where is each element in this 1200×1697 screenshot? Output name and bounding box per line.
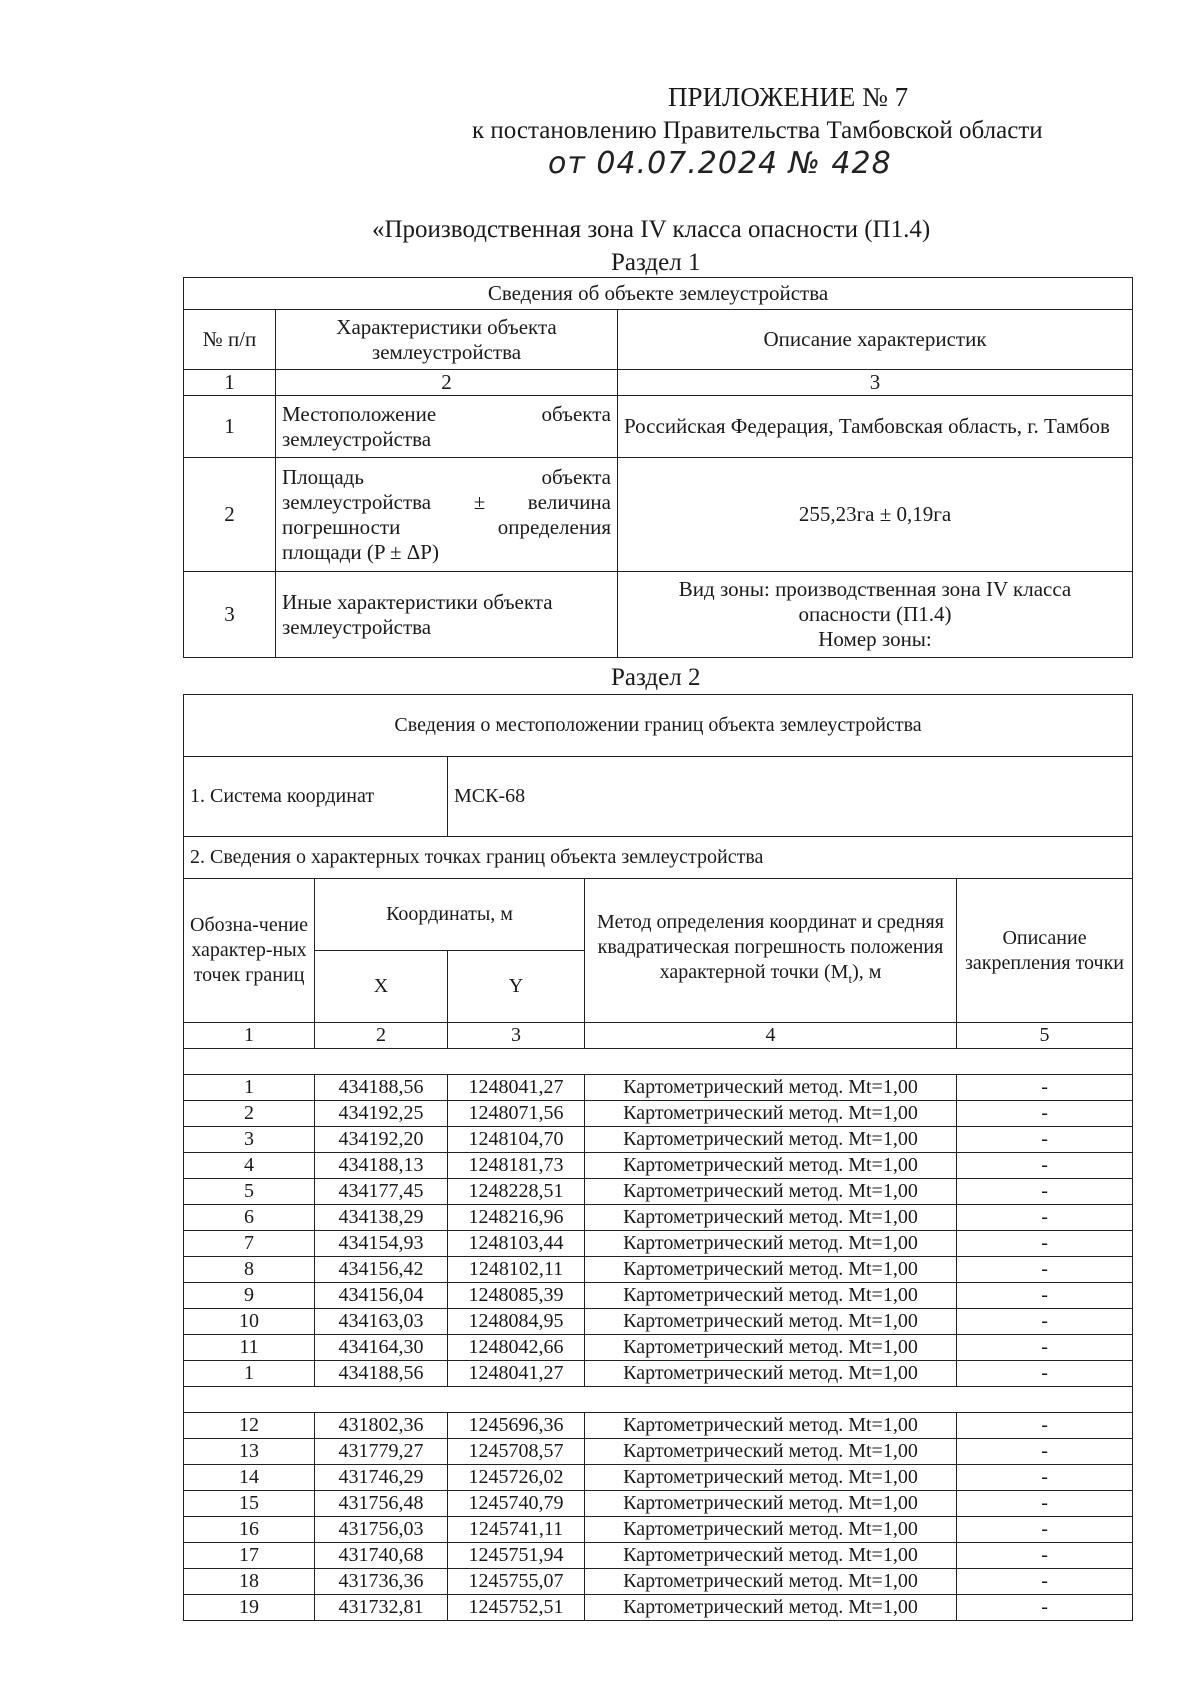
coord-x-cell: 434188,56	[315, 1361, 448, 1387]
coord-y-cell: 1245755,07	[448, 1569, 585, 1595]
header-cell: Характеристики объекта землеустройства	[276, 310, 618, 370]
table-row	[184, 1309, 1133, 1335]
characteristic-cell	[276, 396, 618, 458]
coord-x-cell: 434156,42	[315, 1257, 448, 1283]
coord-y-cell: 1245752,51	[448, 1595, 585, 1621]
col-number: 2	[315, 1023, 448, 1049]
characteristic-line: Местоположение объекта	[282, 401, 611, 426]
point-id-cell: 6	[184, 1205, 315, 1231]
coord-y-cell: 1245751,94	[448, 1543, 585, 1569]
coord-x-cell: 431779,27	[315, 1439, 448, 1465]
header-method-text: Метод определения координат и средняя квадратическая погрешность положения характерной точки (M	[597, 911, 944, 983]
characteristic-line: землеустройства	[282, 614, 432, 639]
document-title: «Производственная зона IV класса опасности (П1.4)	[372, 216, 931, 243]
table-row	[184, 1335, 1133, 1361]
method-cell: Картометрический метод. Mt=1,00	[585, 1075, 957, 1101]
fixing-cell: -	[957, 1413, 1133, 1439]
method-cell: Картометрический метод. Mt=1,00	[585, 1127, 957, 1153]
table-row	[184, 1101, 1133, 1127]
method-cell: Картометрический метод. Mt=1,00	[585, 1569, 957, 1595]
characteristic-cell	[276, 458, 618, 572]
characteristic-line: землеустройства	[282, 426, 432, 451]
fixing-cell: -	[957, 1543, 1133, 1569]
method-cell: Картометрический метод. Mt=1,00	[585, 1361, 957, 1387]
header-cell: Описание характеристик	[618, 310, 1133, 370]
method-cell: Картометрический метод. Mt=1,00	[585, 1465, 957, 1491]
boundary-points-table	[183, 694, 1133, 1621]
coord-y-cell: 1248228,51	[448, 1179, 585, 1205]
fixing-cell: -	[957, 1309, 1133, 1335]
coord-system-label: 1. Система координат	[184, 757, 448, 837]
coord-y-cell: 1245741,11	[448, 1517, 585, 1543]
header-method-sub: t	[848, 971, 853, 986]
coord-x-cell: 431756,03	[315, 1517, 448, 1543]
method-cell: Картометрический метод. Mt=1,00	[585, 1309, 957, 1335]
table-row	[184, 1439, 1133, 1465]
table-row	[184, 1543, 1133, 1569]
point-id-cell: 3	[184, 1127, 315, 1153]
fixing-cell: -	[957, 1231, 1133, 1257]
col-number: 4	[585, 1023, 957, 1049]
characteristic-line: Площадь объекта	[282, 464, 611, 489]
point-id-cell: 9	[184, 1283, 315, 1309]
description-line: Вид зоны: производственная зона IV класса	[678, 577, 1072, 601]
coord-y-cell: 1248041,27	[448, 1361, 585, 1387]
method-cell: Картометрический метод. Mt=1,00	[585, 1205, 957, 1231]
method-cell: Картометрический метод. Mt=1,00	[585, 1231, 957, 1257]
coord-x-cell: 434138,29	[315, 1205, 448, 1231]
coord-x-cell: 434192,25	[315, 1101, 448, 1127]
method-cell: Картометрический метод. Mt=1,00	[585, 1283, 957, 1309]
header-cell: № п/п	[184, 310, 276, 370]
point-id-cell: 14	[184, 1465, 315, 1491]
table-row	[184, 1595, 1133, 1621]
coord-y-cell: 1248071,56	[448, 1101, 585, 1127]
table-row	[184, 1179, 1133, 1205]
point-id-cell: 17	[184, 1543, 315, 1569]
fixing-cell: -	[957, 1569, 1133, 1595]
method-cell: Картометрический метод. Mt=1,00	[585, 1413, 957, 1439]
land-object-info-table	[183, 277, 1133, 658]
col-number: 3	[618, 370, 1133, 396]
coord-y-cell: 1248181,73	[448, 1153, 585, 1179]
coord-y-cell: 1248084,95	[448, 1309, 585, 1335]
method-cell: Картометрический метод. Mt=1,00	[585, 1491, 957, 1517]
header-designation: Обозна-чение характер-ных точек границ	[184, 879, 315, 1023]
section-2-label: Раздел 2	[611, 664, 701, 691]
row-number: 3	[184, 572, 276, 658]
coord-y-cell: 1248216,96	[448, 1205, 585, 1231]
table-row	[184, 1257, 1133, 1283]
point-id-cell: 19	[184, 1595, 315, 1621]
fixing-cell: -	[957, 1335, 1133, 1361]
coord-x-cell: 431740,68	[315, 1543, 448, 1569]
point-id-cell: 7	[184, 1231, 315, 1257]
table-row	[184, 1517, 1133, 1543]
table-row	[184, 458, 1133, 572]
coord-x-cell: 434177,45	[315, 1179, 448, 1205]
col-number: 3	[448, 1023, 585, 1049]
coord-x-cell: 434164,30	[315, 1335, 448, 1361]
point-id-cell: 1	[184, 1361, 315, 1387]
description-line: опасности (П1.4)	[798, 602, 952, 626]
fixing-cell: -	[957, 1205, 1133, 1231]
fixing-cell: -	[957, 1491, 1133, 1517]
characteristic-line: площади (P ± ΔP)	[282, 539, 439, 564]
table-row	[184, 1075, 1133, 1101]
appendix-title: ПРИЛОЖЕНИЕ № 7	[668, 82, 909, 112]
description-cell: Российская Федерация, Тамбовская область, г. Тамбов	[618, 396, 1133, 458]
fixing-cell: -	[957, 1127, 1133, 1153]
coord-x-cell: 431802,36	[315, 1413, 448, 1439]
fixing-cell: -	[957, 1465, 1133, 1491]
table-row	[184, 1569, 1133, 1595]
table-title: Сведения о местоположении границ объекта землеустройства	[184, 695, 1133, 757]
description-line: Номер зоны:	[818, 627, 932, 651]
method-cell: Картометрический метод. Mt=1,00	[585, 1179, 957, 1205]
coord-y-cell: 1248085,39	[448, 1283, 585, 1309]
point-id-cell: 12	[184, 1413, 315, 1439]
point-id-cell: 8	[184, 1257, 315, 1283]
point-id-cell: 10	[184, 1309, 315, 1335]
characteristic-line: погрешности определения	[282, 514, 611, 539]
table-row	[184, 1283, 1133, 1309]
point-id-cell: 16	[184, 1517, 315, 1543]
fixing-cell: -	[957, 1283, 1133, 1309]
point-id-cell: 1	[184, 1075, 315, 1101]
table-row	[184, 1465, 1133, 1491]
header-coords: Координаты, м	[315, 879, 585, 951]
header-method	[585, 879, 957, 1023]
method-cell: Картометрический метод. Mt=1,00	[585, 1257, 957, 1283]
coord-y-cell: 1245726,02	[448, 1465, 585, 1491]
characteristic-cell	[276, 572, 618, 658]
col-number: 1	[184, 1023, 315, 1049]
table-row	[184, 1231, 1133, 1257]
coord-y-cell: 1248041,27	[448, 1075, 585, 1101]
point-id-cell: 4	[184, 1153, 315, 1179]
table-row	[184, 1153, 1133, 1179]
point-id-cell: 15	[184, 1491, 315, 1517]
point-id-cell: 2	[184, 1101, 315, 1127]
coord-x-cell: 434192,20	[315, 1127, 448, 1153]
fixing-cell: -	[957, 1101, 1133, 1127]
points-title: 2. Сведения о характерных точках границ объекта землеустройства	[184, 837, 1133, 879]
coord-y-cell: 1248042,66	[448, 1335, 585, 1361]
contour-2-rows	[184, 1413, 1133, 1621]
coord-x-cell: 431756,48	[315, 1491, 448, 1517]
table-row	[184, 1491, 1133, 1517]
coord-y-cell: 1245740,79	[448, 1491, 585, 1517]
table-row	[184, 1127, 1133, 1153]
fixing-cell: -	[957, 1179, 1133, 1205]
col-number: 2	[276, 370, 618, 396]
description-cell: 255,23га ± 0,19га	[618, 458, 1133, 572]
table-row	[184, 1413, 1133, 1439]
coord-x-cell: 434154,93	[315, 1231, 448, 1257]
coord-y-cell: 1248102,11	[448, 1257, 585, 1283]
characteristic-line: Иные характеристики объекта	[282, 589, 553, 614]
fixing-cell: -	[957, 1075, 1133, 1101]
coord-x-cell: 434163,03	[315, 1309, 448, 1335]
point-id-cell: 5	[184, 1179, 315, 1205]
method-cell: Картометрический метод. Mt=1,00	[585, 1543, 957, 1569]
fixing-cell: -	[957, 1595, 1133, 1621]
coord-system-value: МСК-68	[448, 757, 1133, 837]
fixing-cell: -	[957, 1517, 1133, 1543]
header-y: Y	[448, 951, 585, 1023]
table-row	[184, 396, 1133, 458]
point-id-cell: 18	[184, 1569, 315, 1595]
contour-separator	[184, 1049, 1133, 1075]
coord-x-cell: 434188,13	[315, 1153, 448, 1179]
contour-separator	[184, 1387, 1133, 1413]
coord-x-cell: 434188,56	[315, 1075, 448, 1101]
point-id-cell: 13	[184, 1439, 315, 1465]
header-fixing: Описание закрепления точки	[957, 879, 1133, 1023]
col-number: 5	[957, 1023, 1133, 1049]
description-cell	[618, 572, 1133, 658]
table-row	[184, 572, 1133, 658]
fixing-cell: -	[957, 1153, 1133, 1179]
row-number: 2	[184, 458, 276, 572]
decree-reference: к постановлению Правительства Тамбовской области	[472, 117, 1043, 144]
coord-x-cell: 431746,29	[315, 1465, 448, 1491]
method-cell: Картометрический метод. Mt=1,00	[585, 1517, 957, 1543]
point-id-cell: 11	[184, 1335, 315, 1361]
contour-1-rows	[184, 1075, 1133, 1387]
coord-x-cell: 434156,04	[315, 1283, 448, 1309]
coord-x-cell: 431736,36	[315, 1569, 448, 1595]
coord-y-cell: 1245696,36	[448, 1413, 585, 1439]
col-number: 1	[184, 370, 276, 396]
section-1-label: Раздел 1	[611, 249, 701, 276]
header-x: X	[315, 951, 448, 1023]
characteristic-line: землеустройства ± величина	[282, 489, 611, 514]
table-row	[184, 1361, 1133, 1387]
fixing-cell: -	[957, 1257, 1133, 1283]
handwritten-date-number: от 04.07.2024 № 428	[548, 146, 892, 181]
coord-y-cell: 1245708,57	[448, 1439, 585, 1465]
fixing-cell: -	[957, 1361, 1133, 1387]
method-cell: Картометрический метод. Mt=1,00	[585, 1439, 957, 1465]
method-cell: Картометрический метод. Mt=1,00	[585, 1335, 957, 1361]
method-cell: Картометрический метод. Mt=1,00	[585, 1101, 957, 1127]
coord-y-cell: 1248104,70	[448, 1127, 585, 1153]
coord-x-cell: 431732,81	[315, 1595, 448, 1621]
coord-y-cell: 1248103,44	[448, 1231, 585, 1257]
row-number: 1	[184, 396, 276, 458]
table-row	[184, 1205, 1133, 1231]
method-cell: Картометрический метод. Mt=1,00	[585, 1153, 957, 1179]
fixing-cell: -	[957, 1439, 1133, 1465]
method-cell: Картометрический метод. Mt=1,00	[585, 1595, 957, 1621]
header-method-tail: ), м	[852, 961, 882, 983]
table-title: Сведения об объекте землеустройства	[184, 278, 1133, 310]
